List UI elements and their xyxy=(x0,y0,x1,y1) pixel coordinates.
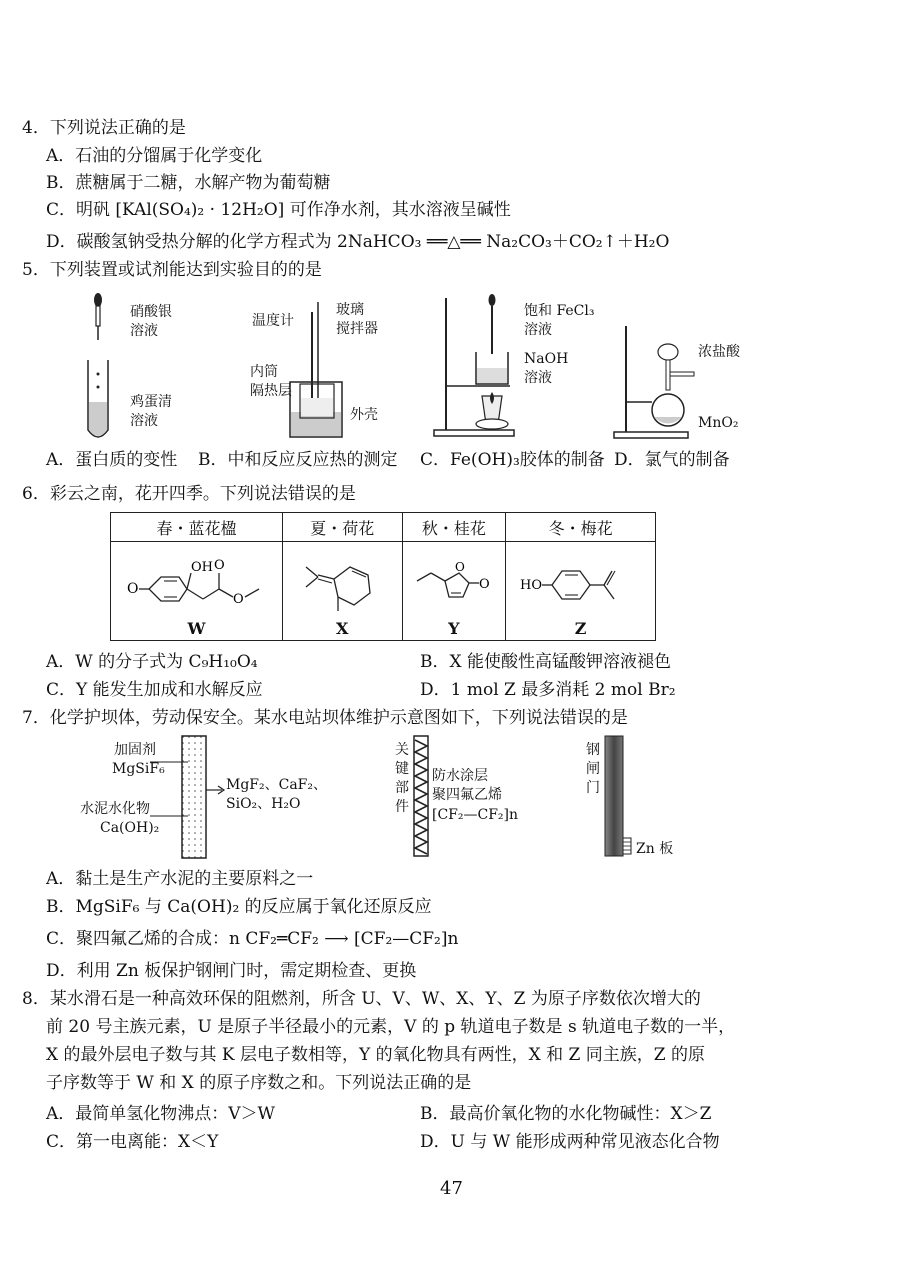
q6-option-a: A．W 的分子式为 C₉H₁₀O₄ xyxy=(46,652,258,672)
q5-option-b: B．中和反应反应热的测定 xyxy=(198,450,398,470)
structure-x-cell xyxy=(282,542,402,641)
fig-b-stirrer: 玻璃 xyxy=(336,302,364,318)
structure-z-cell xyxy=(506,542,656,641)
fig-b-stirrer-2: 搅拌器 xyxy=(336,321,378,337)
fig-a-label-1b: 溶液 xyxy=(130,323,158,339)
fig-c-label-1b: 溶液 xyxy=(524,322,552,338)
svg-text:O: O xyxy=(214,558,226,573)
table-header-summer: 夏・荷花 xyxy=(282,513,402,542)
structure-y-cell xyxy=(402,542,506,641)
q7-gate-2: 闸 xyxy=(586,761,600,777)
svg-text:O: O xyxy=(478,577,490,592)
q7-cement: 水泥水化物 xyxy=(80,801,150,817)
q7-option-d: D．利用 Zn 板保护钢闸门时，需定期检查、更换 xyxy=(46,961,417,981)
q4-stem: 4．下列说法正确的是 xyxy=(22,118,186,138)
q4-option-b: B．蔗糖属于二糖，水解产物为葡萄糖 xyxy=(46,173,331,193)
structure-x xyxy=(292,553,392,615)
q7-stem: 7．化学护坝体，劳动保安全。某水电站坝体维护示意图如下，下列说法错误的是 xyxy=(22,708,628,728)
table-header-autumn: 秋・桂花 xyxy=(402,513,506,542)
q7-side-4: 件 xyxy=(395,799,409,815)
fig-a-label-2b: 溶液 xyxy=(130,413,158,429)
compound-label-z: Z xyxy=(574,619,587,638)
q5-option-c: C．Fe(OH)₃胶体的制备 xyxy=(420,450,605,470)
q5-option-a: A．蛋白质的变性 xyxy=(46,450,178,470)
structure-w xyxy=(121,553,271,615)
q8-option-d: D．U 与 W 能形成两种常见液态化合物 xyxy=(420,1132,720,1152)
structure-z xyxy=(516,553,646,615)
q8-line-3: X 的最外层电子数与其 K 层电子数相等，Y 的氧化物具有两性，X 和 Z 同主族，Z 的原 xyxy=(46,1045,705,1065)
svg-text:O: O xyxy=(127,581,139,597)
q8-line-1: 8．某水滑石是一种高效环保的阻燃剂，所含 U、V、W、X、Y、Z 为原子序数依次增大的 xyxy=(22,989,701,1009)
q7-option-c: C．聚四氟乙烯的合成：n CF₂═CF₂ ⟶ [CF₂—CF₂]n xyxy=(46,929,459,949)
q8-line-4: 子序数等于 W 和 X 的原子序数之和。下列说法正确的是 xyxy=(46,1073,472,1093)
table-header-spring: 春・蓝花楹 xyxy=(111,513,283,542)
q5-stem: 5．下列装置或试剂能达到实验目的的是 xyxy=(22,260,322,280)
fig-b-outer: 外壳 xyxy=(350,407,378,423)
q4-option-c: C．明矾 [KAl(SO₄)₂ · 12H₂O] 可作净水剂，其水溶液呈碱性 xyxy=(46,200,511,220)
fig-c-label-1: 饱和 FeCl₃ xyxy=(524,303,595,319)
figure-steel-gate xyxy=(603,734,633,860)
q8-option-c: C．第一电离能：X＜Y xyxy=(46,1132,219,1152)
figure-ptfe-coating xyxy=(412,734,432,858)
q7-side-1: 关 xyxy=(395,742,409,758)
svg-text:O: O xyxy=(233,592,245,607)
compound-label-x: X xyxy=(336,619,349,638)
q7-agent: 加固剂 xyxy=(114,742,156,758)
q7-option-a: A．黏土是生产水泥的主要原料之一 xyxy=(46,869,314,889)
q7-side-3: 部 xyxy=(395,780,409,796)
q5-option-d: D．氯气的制备 xyxy=(614,450,730,470)
fig-c-label-2: NaOH xyxy=(524,351,569,367)
q8-line-2: 前 20 号主族元素，U 是原子半径最小的元素，V 的 p 轨道电子数是 s 轨道电子数的一半， xyxy=(46,1017,736,1037)
q8-option-a: A．最简单氢化物沸点：V＞W xyxy=(46,1104,276,1124)
fig-a-label-2: 鸡蛋清 xyxy=(130,394,172,410)
compound-label-w: W xyxy=(187,619,206,638)
q7-gate-1: 钢 xyxy=(586,742,600,758)
structure-y xyxy=(409,553,499,615)
page-number: 47 xyxy=(440,1178,463,1199)
table-header-winter: 冬・梅花 xyxy=(506,513,656,542)
fig-d-solid: MnO₂ xyxy=(698,415,739,431)
q7-polymer-formula: [CF₂—CF₂]n xyxy=(432,807,519,823)
fig-b-inner: 内筒 xyxy=(250,364,278,380)
q7-coat: 防水涂层 xyxy=(432,768,488,784)
q8-option-b: B．最高价氧化物的水化物碱性：X＞Z xyxy=(420,1104,712,1124)
q7-products-2: SiO₂、H₂O xyxy=(226,796,301,812)
q7-products-1: MgF₂、CaF₂、 xyxy=(226,777,328,793)
q7-agent-formula: MgSiF₆ xyxy=(112,761,165,777)
figure-colloid-setup xyxy=(432,292,522,442)
q6-option-b: B．X 能使酸性高锰酸钾溶液褪色 xyxy=(420,652,671,672)
structure-w-cell xyxy=(111,542,283,641)
q4-option-d: D．碳酸氢钠受热分解的化学方程式为 2NaHCO₃ ══△══ Na₂CO₃＋CO₂↑＋H₂O xyxy=(46,232,670,252)
q6-option-c: C．Y 能发生加成和水解反应 xyxy=(46,680,263,700)
fig-b-insulation: 隔热层 xyxy=(250,383,292,399)
q4-option-a: A．石油的分馏属于化学变化 xyxy=(46,146,263,166)
q7-gate-3: 门 xyxy=(586,780,600,796)
svg-text:O: O xyxy=(454,560,465,574)
q7-cement-formula: Ca(OH)₂ xyxy=(100,820,160,836)
q7-polymer: 聚四氟乙烯 xyxy=(432,787,502,803)
compound-label-y: Y xyxy=(448,619,460,638)
figure-chlorine-setup xyxy=(612,322,702,442)
fig-a-label-1: 硝酸银 xyxy=(130,304,172,320)
fig-b-thermometer: 温度计 xyxy=(252,313,294,329)
svg-text:HO: HO xyxy=(519,578,542,593)
q7-side-2: 键 xyxy=(395,761,409,777)
figure-test-tube xyxy=(80,292,120,447)
q6-stem: 6．彩云之南，花开四季。下列说法错误的是 xyxy=(22,484,356,504)
q7-option-b: B．MgSiF₆ 与 Ca(OH)₂ 的反应属于氧化还原反应 xyxy=(46,897,432,917)
svg-text:OH: OH xyxy=(191,560,214,575)
flower-compounds-table xyxy=(110,512,656,641)
fig-c-label-2b: 溶液 xyxy=(524,370,552,386)
q6-option-d: D．1 mol Z 最多消耗 2 mol Br₂ xyxy=(420,680,676,700)
q7-zinc-plate: Zn 板 xyxy=(636,841,674,857)
fig-d-acid: 浓盐酸 xyxy=(698,344,740,360)
